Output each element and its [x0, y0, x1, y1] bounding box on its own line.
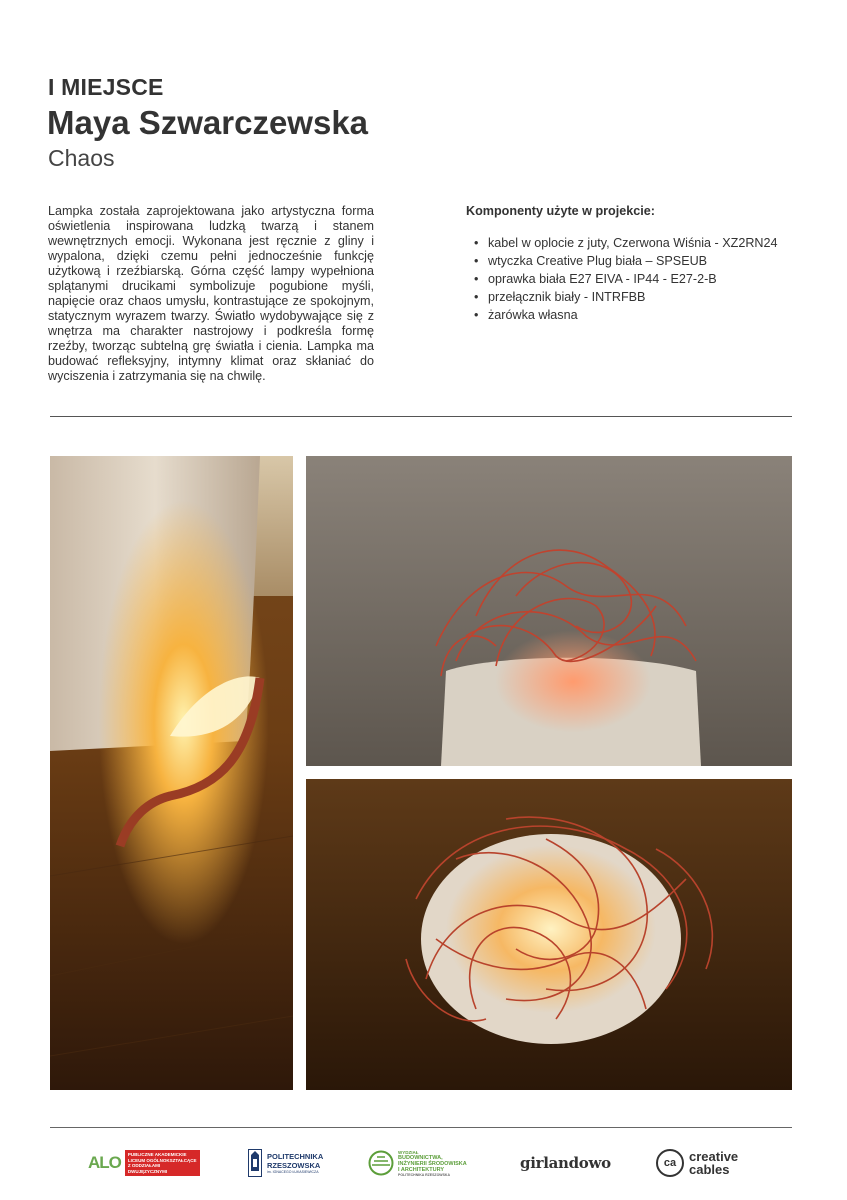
- wydzial-line2: BUDOWNICTWA,: [398, 1154, 443, 1161]
- photo-wire-side: [306, 456, 792, 766]
- component-item: • wtyczka Creative Plug biała – SPSEUB: [466, 252, 778, 270]
- components-title: Komponenty użyte w projekcie:: [466, 204, 655, 218]
- politechnika-line3: im. IGNACEGO ŁUKASIEWICZA: [267, 1170, 319, 1174]
- author-name: Maya Szwarczewska: [47, 104, 369, 141]
- wydzial-line3: INŻYNIERII ŚRODOWISKA: [398, 1160, 467, 1167]
- photo-lamp-base: [50, 456, 293, 1090]
- politechnika-line1: POLITECHNIKA: [267, 1152, 324, 1161]
- alo-mark: ALO: [88, 1153, 121, 1172]
- wydzial-line5: POLITECHNIKA RZESZOWSKA: [398, 1172, 450, 1177]
- divider-bottom: [50, 1127, 792, 1128]
- component-item: • przełącznik biały - INTRFBB: [466, 288, 778, 306]
- logo-wydzial: [368, 1143, 478, 1183]
- award-place: I MIEJSCE: [48, 74, 164, 100]
- logo-alo: [88, 1143, 200, 1183]
- logo-girlandowo: [520, 1143, 616, 1183]
- components-list: [466, 234, 778, 324]
- divider-top: [50, 416, 792, 417]
- photo-wire-top: [306, 779, 792, 1090]
- creative-cables-line2: cables: [689, 1162, 730, 1177]
- component-item: • oprawka biała E27 EIVA - IP44 - E27-2-B: [466, 270, 778, 288]
- wydzial-emblem-icon: [368, 1150, 394, 1176]
- girlandowo-wordmark: girlandowo: [520, 1154, 611, 1172]
- component-item: • kabel w oplocie z juty, Czerwona Wiśnia - XZ2RN24: [466, 234, 778, 252]
- creative-cables-line1: creative: [689, 1149, 739, 1164]
- project-description: Lampka została zaprojektowana jako artystyczna forma oświetlenia inspirowana ludzką twarzą i stanem wewnętrznych emocji. Wykonana jest ręcznie z gliny i wypalona, dzięki czemu pełni jednocześnie funkcję użytkową i rzeźbiarską. Górna część lampy wypełniona splątanymi drucikami symbolizuje pogubione myśli, napięcie oraz chaos umysłu, kontrastujące ze spokojnym, statycznym wyrazem twarzy. Światło wydobywające się z wnętrza ma charakter nastrojowy i podkreśla formę rzeźby, tworząc subtelną grę światła i cienia. Lampka ma budować refleksyjny, intymny klimat oraz skłaniać do wyciszenia i zatrzymania się na chwilę.: [48, 204, 374, 383]
- alo-text: PUBLICZNE AKADEMICKIE LICEUM OGÓLNOKSZTAŁCĄCE Z ODDZIAŁAMI DWUJĘZYCZNYMI: [125, 1150, 200, 1176]
- logo-creative-cables: [656, 1143, 756, 1183]
- wydzial-line4: I ARCHITEKTURY: [398, 1166, 445, 1173]
- creative-cables-mark: ca: [656, 1149, 684, 1177]
- component-item: • żarówka własna: [466, 306, 778, 324]
- work-title: Chaos: [48, 145, 115, 171]
- politechnika-crest-icon: [248, 1149, 262, 1177]
- logo-politechnika: [248, 1143, 330, 1183]
- politechnika-line2: RZESZOWSKA: [267, 1161, 321, 1170]
- wydzial-line1: WYDZIAŁ: [398, 1149, 419, 1155]
